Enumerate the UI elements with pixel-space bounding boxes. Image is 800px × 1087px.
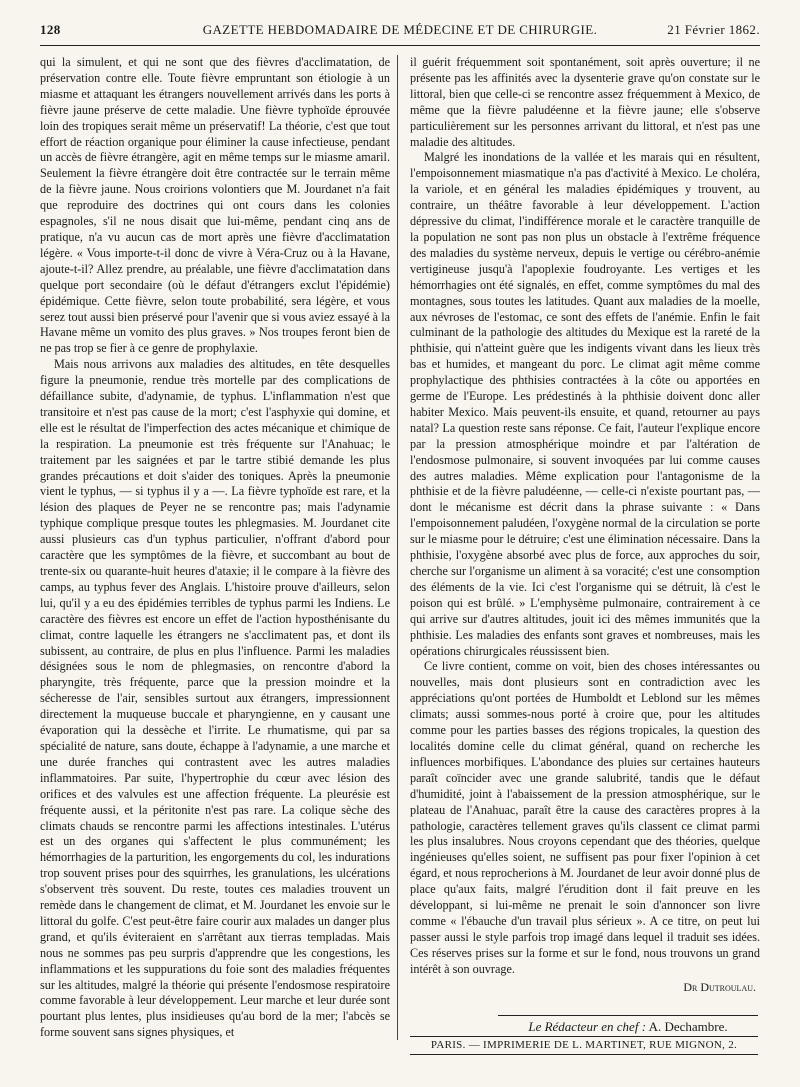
left-column <box>40 55 390 1041</box>
paragraph: il guérit fréquemment soit spontanément, soit après ouverture; il ne présente pas les affinités avec la dysenterie grave qu'on constate sur le littoral, bien que celle-ci se rencontre assez fréquemment à Mexico, de même que la fièvre paludéenne et la fièvre jaune; elle s'observe particulièrement sur les personnes arrivant du littoral, et n'est pas une maladie des altitudes. <box>410 55 760 149</box>
header-rule <box>40 45 760 46</box>
column-divider <box>397 55 398 1040</box>
editor-line <box>498 1015 758 1035</box>
issue-date: 21 Février 1862. <box>667 22 760 37</box>
paragraph: Ce livre contient, comme on voit, bien des choses intéressantes ou nouvelles, mais dont plusieurs sont en contradiction avec les appréciations qu'ont portées de Humboldt et Leblond sur les mêmes climats; aussi sommes-nous porté à croire que, pour les altitudes comme pour les parties basses des régions tropicales, la question des localités domine celle du climat général, quand on recherche les influences morbifiques. L'abondance des pluies sur certaines hauteurs paraît coïncider avec une grande salubrité, tandis que le défaut d'humidité, joint à l'abaissement de la pression atmosphérique, sur le plateau de l'Anahuac, paraît être la cause des caractères propres à la pathologie, caractères tellement graves qu'ils classent ce climat parmi les plus insalubres. Nous croyons cependant que des théories, quelque ingénieuses qu'elles soient, ne suffisent pas pour fixer l'opinion à cet égard, et nous reprocherions à M. Jourdanet de leur avoir donné plus de place qu'aux faits, malgré l'érudition dont il fait preuve en les développant, si lui-même ne prenait le soin d'annoncer son livre comme « l'ébauche d'un travail plus sérieux ». A ce titre, on peut lui passer aussi le style parfois trop imagé dans lequel il traduit ses idées. Ces réserves prises sur la forme et sur le fond, nous trouvons un grand intérêt à son ouvrage. <box>410 659 760 976</box>
paragraph: Mais nous arrivons aux maladies des altitudes, en tête desquelles figure la pneumonie, rendue très mortelle par des complications de défaillance subite, d'adynamie, de typhus. L'inflammation n'est que transitoire et n'est pas cause de la mort; c'est l'asphyxie qui domine, et elle est le résultat de l'imperfection des actes mécanique et chimique de la respiration. La pneumonie est très fréquente sur l'Anahuac; le traitement par les saignées et par le tartre stibié demande les plus grandes précautions et doit s'aider des toniques. Après la pneumonie vient le typhus, — si typhus il y a —. La fièvre typhoïde est rare, et la lésion des plaques de Peyer ne se rencontre pas; mais l'adynamie typhique complique presque toutes les phlegmasies. M. Jourdanet cite aussi plusieurs cas d'un typhus particulier, n'offrant d'abord pour caractère que les symptômes de la fièvre, et succombant au bout de trente-six ou quarante-huit heures d'ataxie; il le compare à la fièvre des camps, au typhus fever des Anglais. L'histoire prouve d'ailleurs, selon lui, qu'il y a eu des épidémies terribles de typhus parmi les Indiens. Le caractère des fièvres est encore un effet de l'action hyposthénisante du climat, contre laquelle les étrangers ne s'acclimatent pas, et dont ils subissent, au contraire, de plus en plus l'influence. Parmi les maladies désignées sous le nom de phlegmasies, on rencontre d'abord la pharyngite, très fréquente, parce que la pression moindre et la sécheresse de l'air, sensibles surtout aux étrangers, impressionnent directement la muqueuse buccale et pharyngienne, en y causant une évaporation qui la dessèche et l'irrite. Le rhumatisme, qui par sa spécialité de nature, sans doute, échappe à l'adynamie, a une marche et une durée franches qui contrastent avec les autres maladies inflammatoires. Par suite, l'hypertrophie du cœur avec lésion des orifices et des valvules est une affection fréquente. La pleurésie est fréquente aussi, et la péritonite n'est pas rare. La colique sèche des climats chauds se rencontre parmi les affections intestinales. L'utérus est un des organes qui s'affectent le plus communément; les hémorrhagies de la parturition, les engorgements du col, les indurations trop souvent prises pour des squirrhes, les granulations, les ulcérations s'observent très souvent. Du reste, toutes ces maladies trouvent un remède dans le changement de climat, et M. Jourdanet les envoie sur le littoral du golfe. C'est peut-être faire courir aux malades un danger plus grand, et qu'ils éviteraient en s'arrêtant aux tierras templadas. Mais nous ne sommes pas peu surpris d'apprendre que les congestions, les inflammations et les suppurations du foie sont des maladies fréquentes sur les altitudes, malgré la théorie qui présente l'endosmose respiratoire comme favorable à leur développement. Leur marche et leur durée sont pourtant plus lentes, plus insidieuses qu'au bord de la mer; l'abcès se forme souvent sans signes physiques, et <box>40 357 390 1040</box>
running-header <box>40 22 760 42</box>
paragraph: Malgré les inondations de la vallée et les marais qui en résultent, l'empoisonnement miasmatique n'a pas d'activité à Mexico. Le choléra, la variole, et en général les maladies épidémiques y trouvent, au contraire, un théâtre favorable à leur développement. L'action dépressive du climat, l'indifférence morale et le caractère tranquille de la population ne sont pas non plus un obstacle à l'extrême fréquence des maladies du système nerveux, depuis le vertige ou cérébro-anémie vertigineuse jusqu'à l'apoplexie foudroyante. Les vertiges et les hémorrhagies ont été signalés, en effet, comme symptômes du mal des montagnes, sous toutes les latitudes. Quant aux maladies de la moelle, aux névroses de l'estomac, ce sont des effets de l'anémie. Enfin le fait culminant de la pathologie des altitudes du Mexique est la rareté de la phthisie, qui n'atteint guère que les indigents vivant dans les lieux très bas et humides, et mangeant du porc. Le climat agit même comme prophylactique des phthisies contractées à la côte ou apportées en germe de l'Europe. Les prédestinés à la phthisie doivent donc aller habiter Mexico. Mais peuvent-ils ensuite, et quand, retourner au pays natal? La question reste sans réponse. Ce fait, l'auteur l'explique encore par la pression atmosphérique moindre et par l'altération de l'endosmose pulmonaire, si souvent invoquées par lui comme causes des autres maladies. Même explication pour l'antagonisme de la phthisie et de la fièvre paludéenne, — celle-ci n'existe pourtant pas, — dont le mécanisme est décrit dans la phrase suivante : « Dans l'empoisonnement paludéen, l'oxygène normal de la circulation se porte sur le miasme pour le détruire; c'est une élimination nécessaire. Dans la phthisie, l'oxygène absorbé avec plus de force, aux approches du soir, cherche sur l'organisme un aliment à sa voracité; c'est une consomption des éléments de la vie. Ici c'est l'organisme qui se détruit, là c'est le poison qui est brûlé. » L'emphysème pulmonaire, contrairement à ce qui arrive sur d'autres altitudes, jouit ici des mêmes immunités que la phthisie. Les maladies des enfants sont graves et nombreuses, mais les opérations chirurgicales réussissent bien. <box>410 150 760 658</box>
editor-label: Le Rédacteur en chef : <box>528 1019 647 1034</box>
editor-name: A. Dechambre. <box>648 1019 728 1034</box>
author-signature <box>410 980 760 996</box>
right-column <box>410 55 760 995</box>
paragraph: qui la simulent, et qui ne sont que des fièvres d'acclimatation, de préservation contre elle. Toute fièvre empruntant son étiologie à un miasme et attaquant les étrangers nouvellement arrivés dans les ports à fièvre jaune préserve de cette maladie. Une fièvre typhoïde éprouvée loin des tropiques serait même un préservatif! La théorie, c'est que tout effort de réaction organique pour éliminer la cause infectieuse, pendant un accès de fièvre étrangère, agit en même temps sur le miasme amaril. Seulement la fièvre étrangère doit être contractée sur le terrain même de la fièvre jaune. Nous croirions volontiers que M. Jourdanet n'a fait que reproduire des doctrines qui ont cours dans les colonies espagnoles, s'il ne nous disait que lui-même, pendant cinq ans de pratique, n'a vu aucun cas de mort après une fièvre d'acclimatation légère. « Vous importe-t-il donc de vivre à Véra-Cruz ou à la Havane, ajoute-t-il? Allez prendre, au préalable, une fièvre d'acclimatation dans quelque port secondaire (où le défaut d'étrangers exclut l'épidémie) épidémique. Cette fièvre, selon toute probabilité, sera légère, et vous serez tout aussi bien préservé pour l'avenir que si vous aviez essayé à la Havane même un vomito des plus graves. » Nos troupes feront bien de ne pas trop se fier à ce genre de prophylaxie. <box>40 55 390 356</box>
footer-rule <box>410 1054 758 1055</box>
journal-title: GAZETTE HEBDOMADAIRE DE MÉDECINE ET DE CHIRURGIE. <box>202 22 598 37</box>
page-number: 128 <box>40 22 61 37</box>
signature-text: Dr Dutroulau. <box>683 979 756 994</box>
printer-imprint: PARIS. — IMPRIMERIE DE L. MARTINET, RUE MIGNON, 2. <box>410 1036 758 1051</box>
